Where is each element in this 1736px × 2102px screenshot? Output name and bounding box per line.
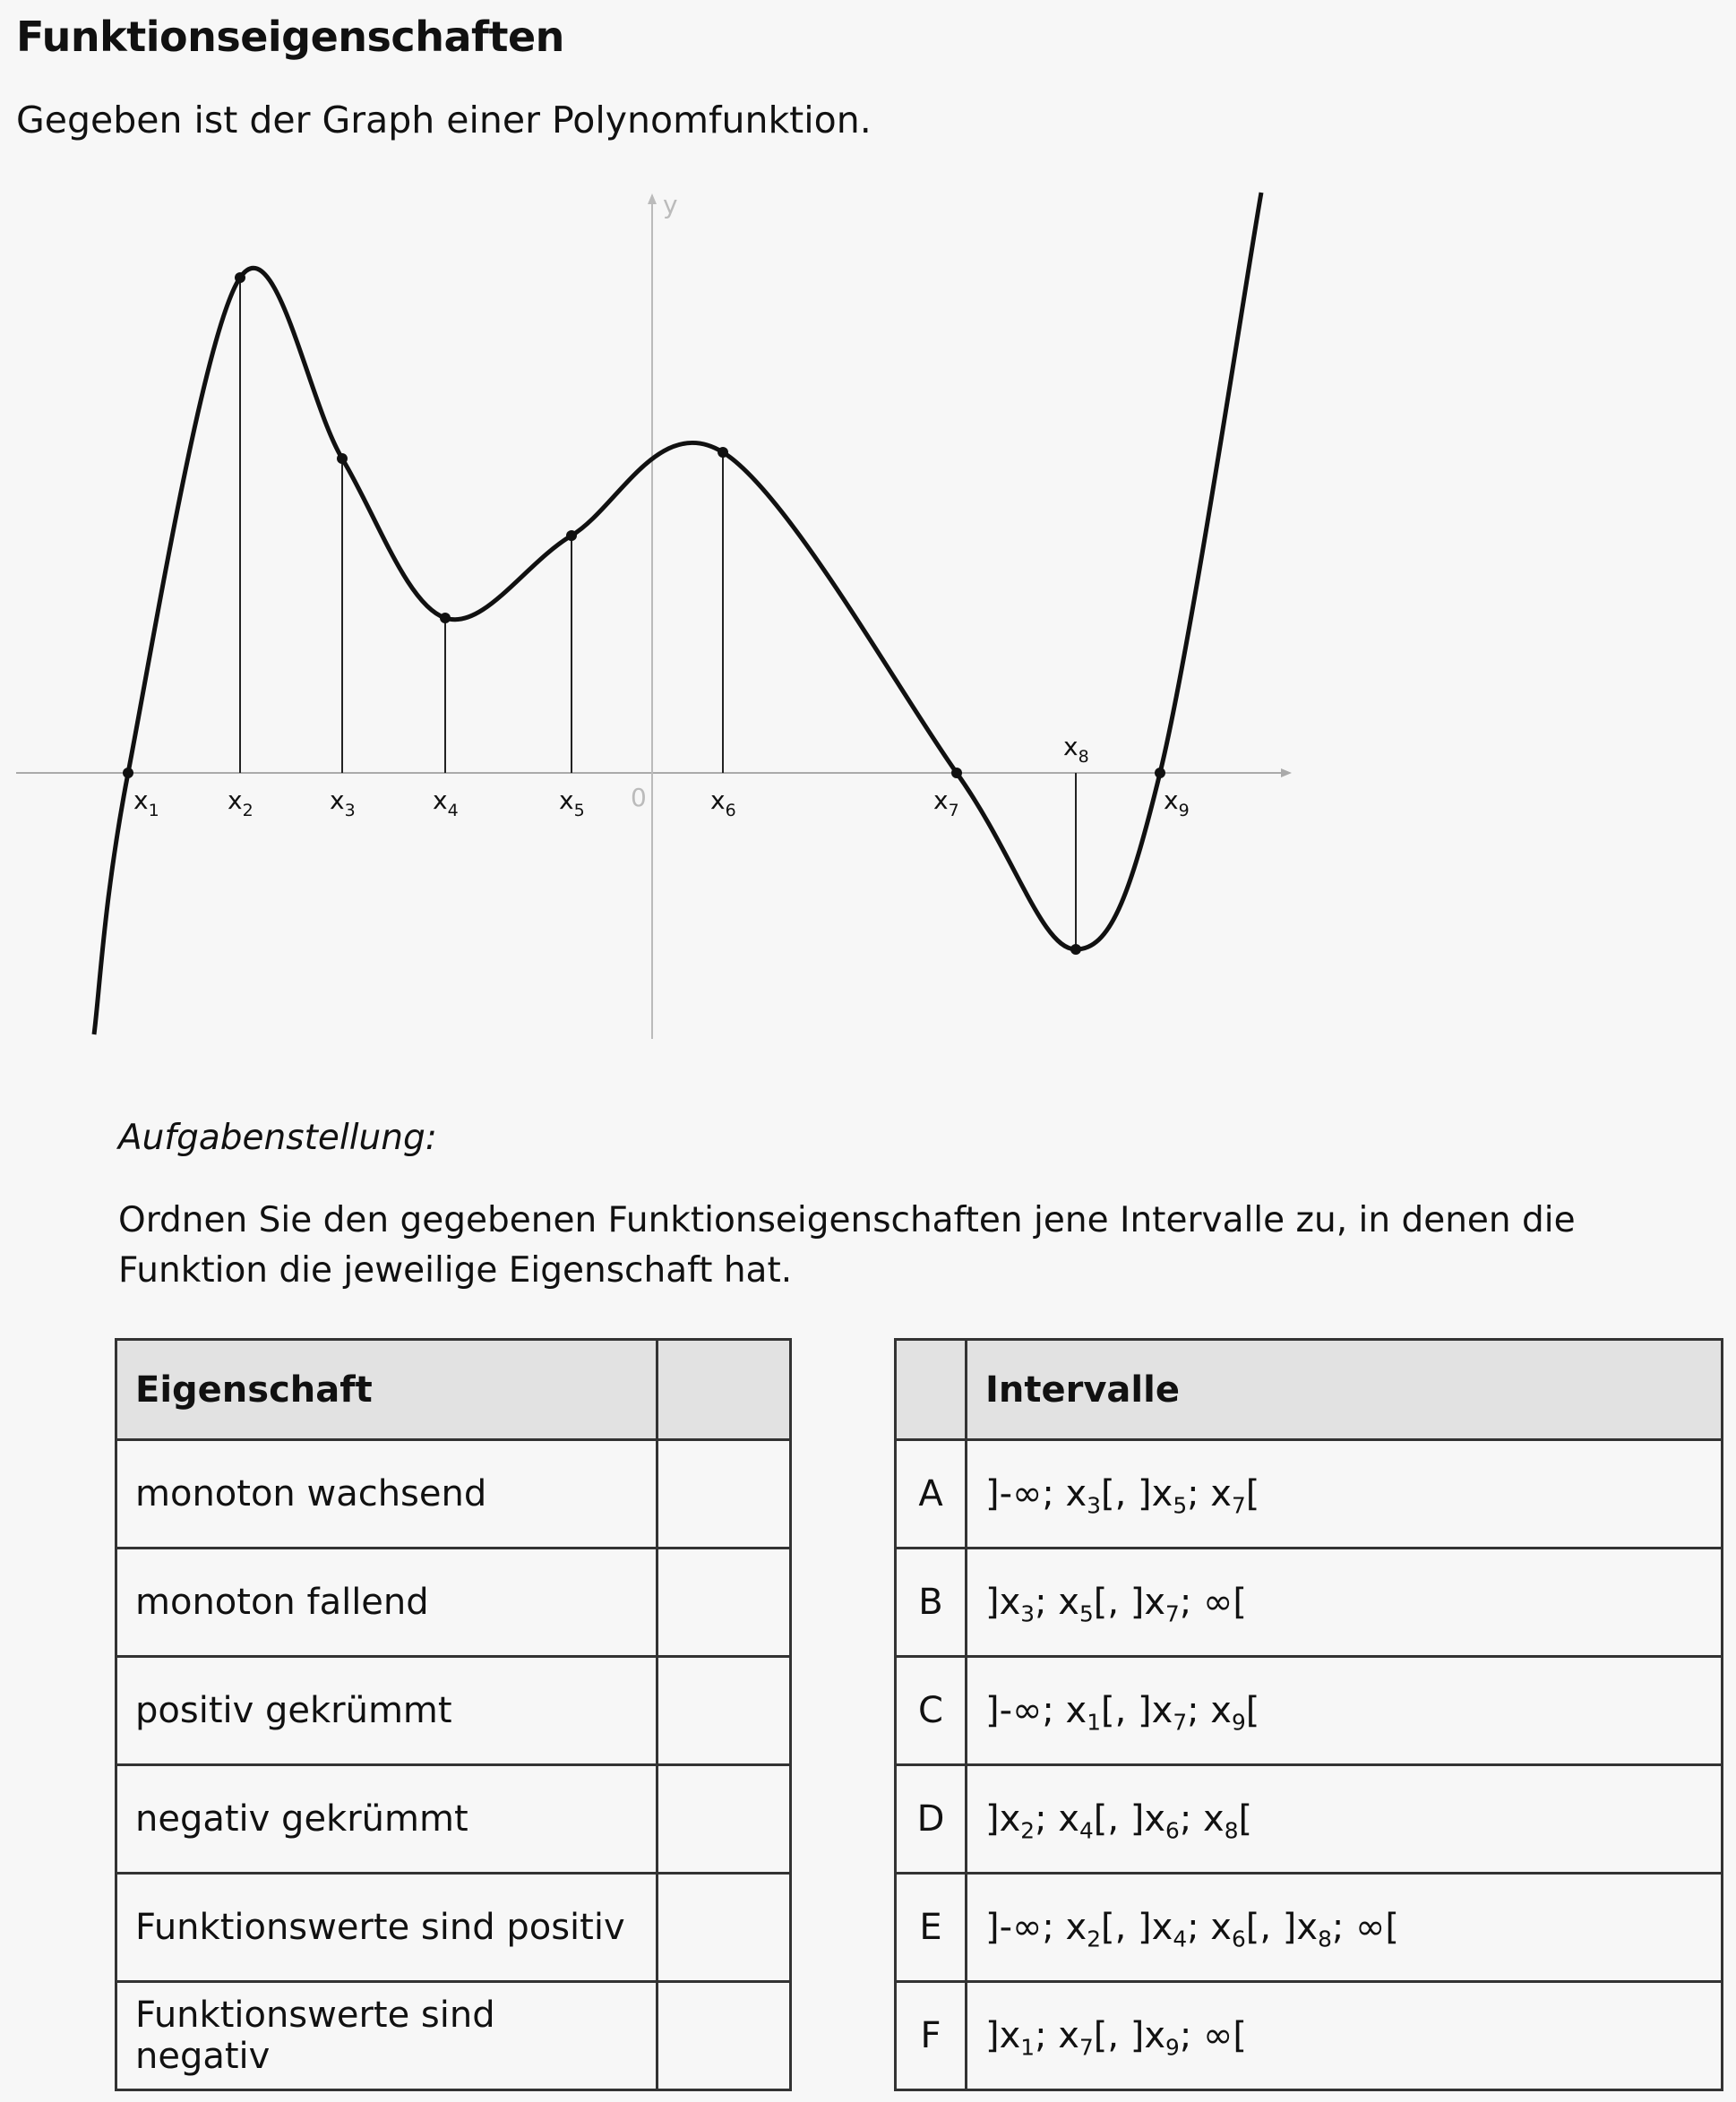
table-row (116, 1982, 791, 2090)
task-text: Ordnen Sie den gegebenen Funktionseigenschaften jene Intervalle zu, in denen die Funktion die jeweilige Eigenschaft hat. (118, 1200, 1576, 1291)
answer-cell[interactable] (657, 1549, 791, 1657)
point-marker (718, 447, 728, 458)
x-point-label: $x_5$ (559, 785, 585, 820)
x-point-label: $x_4$ (433, 785, 459, 820)
point-marker (1155, 768, 1165, 778)
x-point-label: $x_8$ (1063, 732, 1089, 767)
answer-cell[interactable] (657, 1982, 791, 2090)
y-axis-label: y (663, 190, 678, 219)
properties-header: Eigenschaft (116, 1340, 657, 1440)
interval-key: F (896, 1982, 967, 2090)
table-row (116, 1657, 791, 1765)
x-point-label: $x_2$ (228, 785, 254, 820)
intervals-table (894, 1338, 1723, 2091)
function-curve (94, 193, 1261, 1034)
x-point-label: $x_7$ (933, 785, 959, 820)
properties-table (115, 1338, 792, 2091)
table-row (116, 1765, 791, 1874)
x-point-labels (133, 732, 1190, 820)
answer-cell[interactable] (657, 1440, 791, 1549)
table-row (116, 1440, 791, 1549)
answer-cell[interactable] (657, 1874, 791, 1982)
point-marker (235, 272, 245, 283)
interval-key: B (896, 1549, 967, 1657)
intervals-header-key (896, 1340, 967, 1440)
x-point-label: $x_1$ (133, 785, 159, 820)
answer-cell[interactable] (657, 1765, 791, 1874)
x-point-label: $x_9$ (1164, 785, 1190, 820)
point-marker (1070, 944, 1081, 955)
property-cell: Funktionswerte sind positiv (116, 1874, 657, 1982)
point-marker (337, 453, 348, 464)
point-marker (123, 768, 133, 778)
page-subtitle: Gegeben ist der Graph einer Polynomfunktion. (16, 99, 872, 142)
property-cell: monoton fallend (116, 1549, 657, 1657)
property-cell: monoton wachsend (116, 1440, 657, 1549)
x-point-label: $x_3$ (330, 785, 356, 820)
interval-key: C (896, 1657, 967, 1765)
y-axis-arrow (648, 193, 657, 204)
x-axis-arrow (1281, 768, 1292, 777)
table-row (116, 1549, 791, 1657)
point-marker (566, 530, 577, 541)
interval-value: ]$x_3$; $x_5$[, ]$x_7$; ∞[ (967, 1549, 1723, 1657)
properties-header-answer (657, 1340, 791, 1440)
property-cell: Funktionswerte sind negativ (116, 1982, 657, 2090)
table-row (896, 1765, 1723, 1874)
table-row (116, 1874, 791, 1982)
marked-points (123, 272, 1165, 955)
table-row (896, 1982, 1723, 2090)
table-row (896, 1657, 1723, 1765)
answer-cell[interactable] (657, 1657, 791, 1765)
interval-value: ]$x_1$; $x_7$[, ]$x_9$; ∞[ (967, 1982, 1723, 2090)
point-marker (440, 613, 451, 623)
interval-value: ]-∞; $x_1$[, ]$x_7$; $x_9$[ (967, 1657, 1723, 1765)
origin-label: 0 (631, 783, 647, 812)
task-label: Aufgabenstellung: (118, 1118, 437, 1158)
interval-key: E (896, 1874, 967, 1982)
intervals-header: Intervalle (967, 1340, 1723, 1440)
interval-value: ]$x_2$; $x_4$[, ]$x_6$; $x_8$[ (967, 1765, 1723, 1874)
point-marker (951, 768, 962, 778)
vertical-guide-lines (240, 278, 1076, 949)
table-row (896, 1549, 1723, 1657)
table-row (896, 1874, 1723, 1982)
interval-value: ]-∞; $x_2$[, ]$x_4$; $x_6$[, ]$x_8$; ∞[ (967, 1874, 1723, 1982)
table-row (896, 1440, 1723, 1549)
interval-key: D (896, 1765, 967, 1874)
interval-key: A (896, 1440, 967, 1549)
property-cell: negativ gekrümmt (116, 1765, 657, 1874)
interval-value: ]-∞; $x_3$[, ]$x_5$; $x_7$[ (967, 1440, 1723, 1549)
x-point-label: $x_6$ (710, 785, 736, 820)
property-cell: positiv gekrümmt (116, 1657, 657, 1765)
page-title: Funktionseigenschaften (16, 13, 564, 61)
